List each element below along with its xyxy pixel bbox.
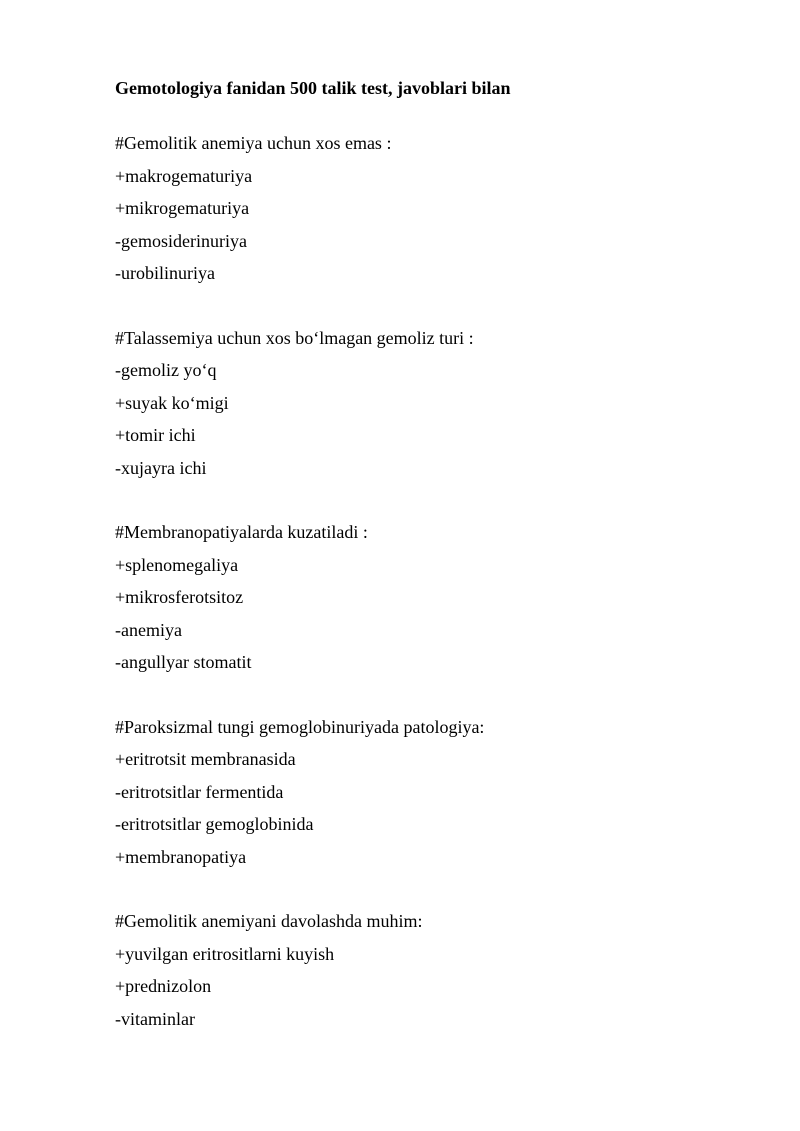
question-block bbox=[115, 127, 755, 290]
question-text: #Talassemiya uchun xos bo‘lmagan gemoliz turi : bbox=[115, 327, 474, 348]
answer-option: +splenomegaliya bbox=[115, 554, 239, 575]
answer-option: -angullyar stomatit bbox=[115, 652, 252, 672]
answer-option: +mikrosferotsitoz bbox=[115, 587, 244, 607]
answer-option: -gemoliz yo‘q bbox=[115, 360, 217, 380]
answer-option: +suyak ko‘migi bbox=[115, 392, 229, 413]
answer-option: +mikrogematuriya bbox=[115, 198, 250, 218]
question-text: #Membranopatiyalarda kuzatiladi : bbox=[115, 522, 368, 542]
question-block bbox=[115, 322, 755, 485]
document-page bbox=[115, 72, 755, 1067]
answer-option: +membranopatiya bbox=[115, 846, 247, 867]
question-text: #Gemolitik anemiyani davolashda muhim: bbox=[115, 911, 423, 931]
answer-option: -gemosiderinuriya bbox=[115, 230, 247, 251]
answer-option: -eritrotsitlar gemoglobinida bbox=[115, 814, 314, 834]
answer-option: -anemiya bbox=[115, 619, 182, 640]
answer-option: +tomir ichi bbox=[115, 425, 196, 445]
answer-option: -eritrotsitlar fermentida bbox=[115, 781, 284, 802]
document-title: Gemotologiya fanidan 500 talik test, javoblari bilan bbox=[115, 78, 511, 98]
answer-option: +yuvilgan eritrositlarni kuyish bbox=[115, 943, 335, 964]
question-block bbox=[115, 516, 755, 679]
question-text: #Gemolitik anemiya uchun xos emas : bbox=[115, 133, 392, 153]
question-text: #Paroksizmal tungi gemoglobinuriyada patologiya: bbox=[115, 716, 485, 737]
answer-option: -xujayra ichi bbox=[115, 457, 207, 478]
question-block bbox=[115, 711, 755, 874]
answer-option: +prednizolon bbox=[115, 976, 212, 996]
answer-option: -vitaminlar bbox=[115, 1008, 195, 1029]
answer-option: +makrogematuriya bbox=[115, 165, 253, 186]
answer-option: +eritrotsit membranasida bbox=[115, 749, 296, 769]
question-block bbox=[115, 905, 755, 1035]
answer-option: -urobilinuriya bbox=[115, 263, 215, 283]
